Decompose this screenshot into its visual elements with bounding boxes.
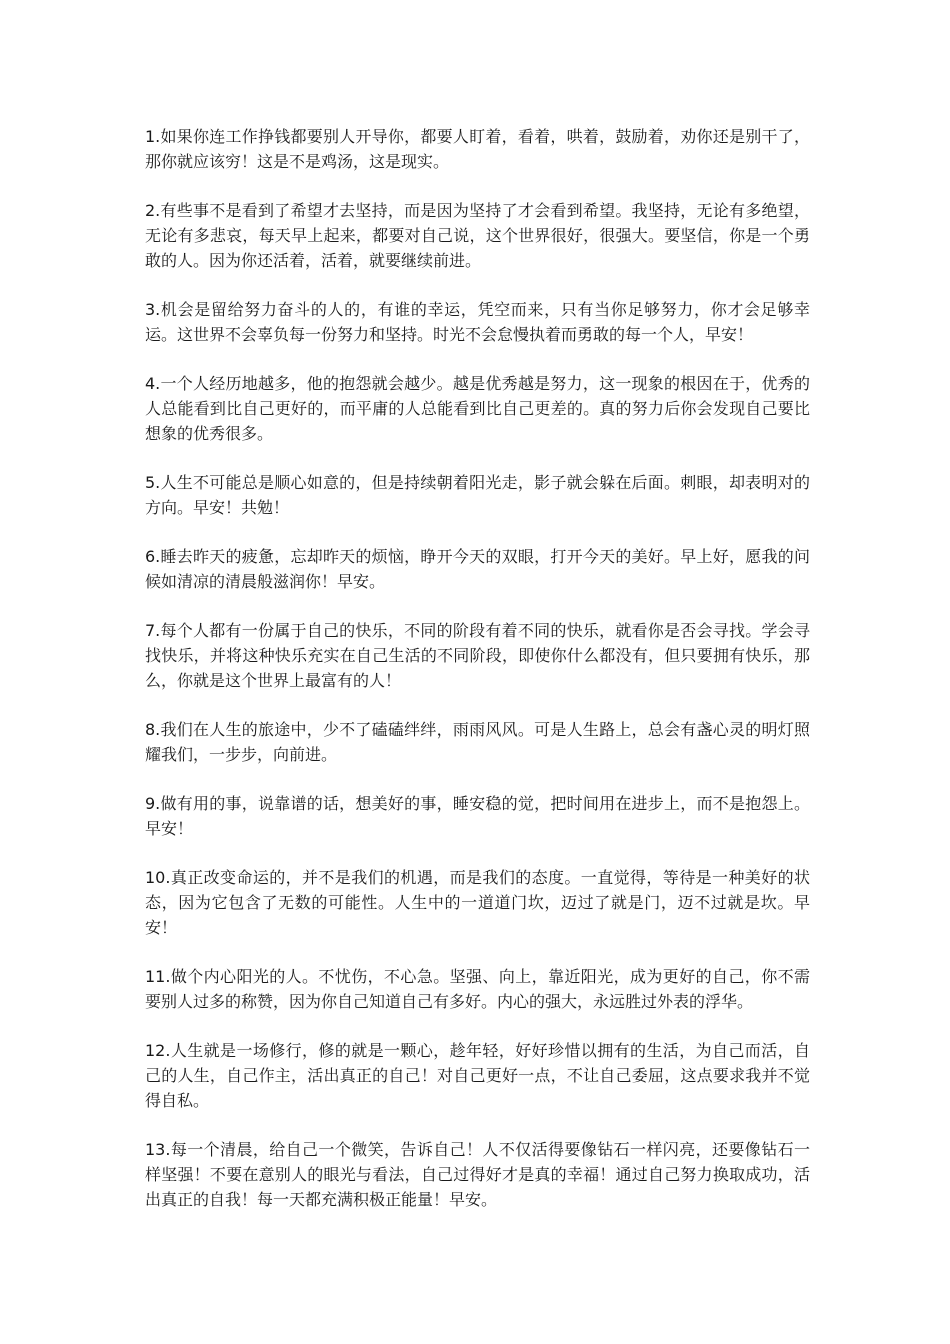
paragraph-2: 2.有些事不是看到了希望才去坚持，而是因为坚持了才会看到希望。我坚持，无论有多绝望，无论有多悲哀，每天早上起来，都要对自己说，这个世界很好，很强大。要坚信，你是一个勇敢的人。因为你还活着，活着，就要继续前进。 — [145, 201, 810, 270]
paragraph-9: 9.做有用的事，说靠谱的话，想美好的事，睡安稳的觉，把时间用在进步上，而不是抱怨上。早安！ — [145, 794, 810, 838]
paragraph-8: 8.我们在人生的旅途中，少不了磕磕绊绊，雨雨风风。可是人生路上，总会有盏心灵的明灯照耀我们，一步步，向前进。 — [145, 720, 810, 764]
paragraph-13: 13.每一个清晨，给自己一个微笑，告诉自己！人不仅活得要像钻石一样闪亮，还要像钻石一样坚强！不要在意别人的眼光与看法，自己过得好才是真的幸福！通过自己努力换取成功，活出真正的自我！每一天都充满积极正能量！早安。 — [145, 1140, 810, 1209]
paragraph-1: 1.如果你连工作挣钱都要别人开导你，都要人盯着，看着，哄着，鼓励着，劝你还是别干了，那你就应该穷！这是不是鸡汤，这是现实。 — [145, 127, 810, 171]
paragraph-7: 7.每个人都有一份属于自己的快乐，不同的阶段有着不同的快乐，就看你是否会寻找。学会寻找快乐，并将这种快乐充实在自己生活的不同阶段，即使你什么都没有，但只要拥有快乐，那么，你就是这个世界上最富有的人！ — [145, 621, 810, 690]
document-body — [145, 124, 810, 1236]
paragraph-11: 11.做个内心阳光的人。不忧伤，不心急。坚强、向上，靠近阳光，成为更好的自己，你不需要别人过多的称赞，因为你自己知道自己有多好。内心的强大，永远胜过外表的浮华。 — [145, 967, 810, 1011]
paragraph-3: 3.机会是留给努力奋斗的人的，有谁的幸运，凭空而来，只有当你足够努力，你才会足够幸运。这世界不会辜负每一份努力和坚持。时光不会怠慢执着而勇敢的每一个人，早安！ — [145, 300, 810, 344]
paragraph-6: 6.睡去昨天的疲惫，忘却昨天的烦恼，睁开今天的双眼，打开今天的美好。早上好，愿我的问候如清凉的清晨般滋润你！早安。 — [145, 547, 810, 591]
paragraph-5: 5.人生不可能总是顺心如意的，但是持续朝着阳光走，影子就会躲在后面。刺眼，却表明对的方向。早安！共勉！ — [145, 473, 810, 517]
paragraph-4: 4.一个人经历地越多，他的抱怨就会越少。越是优秀越是努力，这一现象的根因在于，优秀的人总能看到比自己更好的，而平庸的人总能看到比自己更差的。真的努力后你会发现自己要比想象的优秀很多。 — [145, 374, 810, 443]
paragraph-10: 10.真正改变命运的，并不是我们的机遇，而是我们的态度。一直觉得，等待是一种美好的状态，因为它包含了无数的可能性。人生中的一道道门坎，迈过了就是门，迈不过就是坎。早安！ — [145, 868, 810, 937]
paragraph-12: 12.人生就是一场修行，修的就是一颗心，趁年轻，好好珍惜以拥有的生活，为自己而活，自己的人生，自己作主，活出真正的自己！对自己更好一点，不让自己委屈，这点要求我并不觉得自私。 — [145, 1041, 810, 1110]
